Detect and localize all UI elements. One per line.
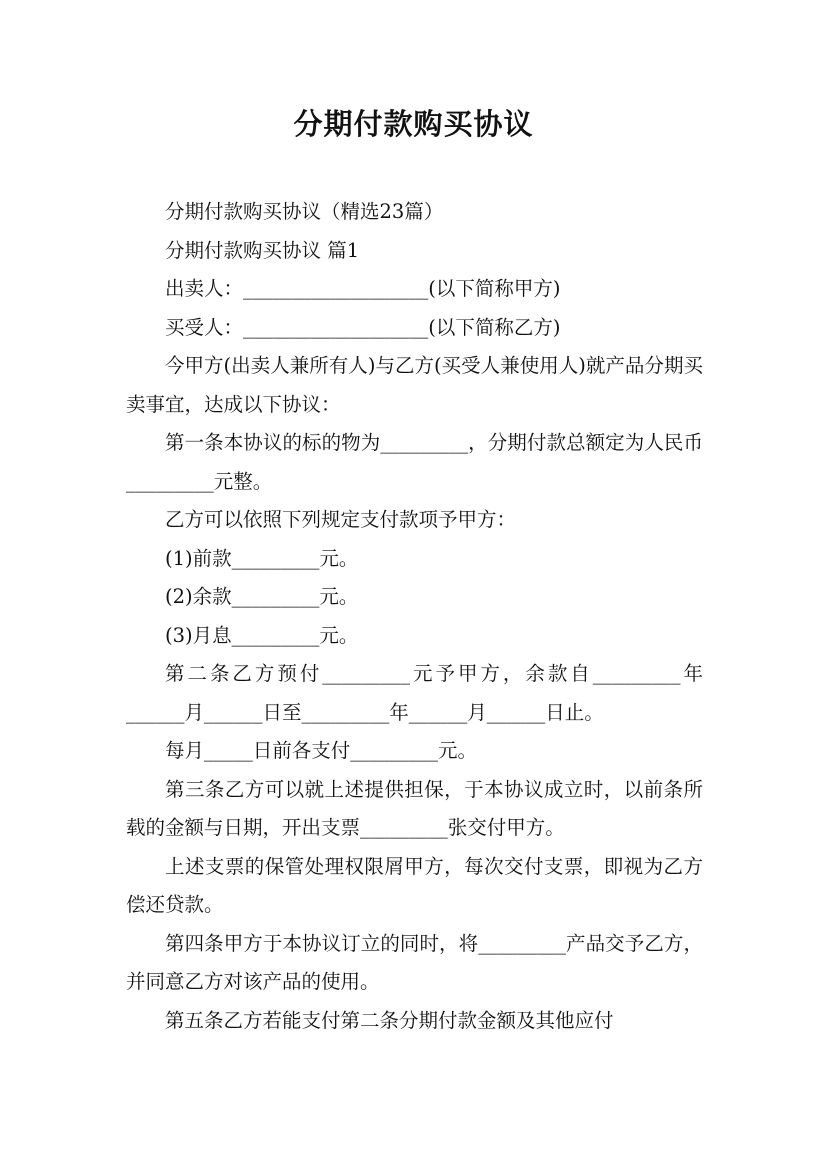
paragraph-payment-intro: 乙方可以依照下列规定支付款项予甲方： [165, 508, 517, 531]
paragraph-buyer: 买受人：___________________(以下简称乙方) [165, 315, 561, 339]
paragraph-payment-item-3: (3)月息_________元。 [165, 623, 359, 647]
document-body [126, 193, 703, 1040]
paragraph-cheque-custody: 上述支票的保管处理权限屑甲方，每次交付支票，即视为乙方偿还贷款。 [126, 854, 703, 916]
paragraph-article-5: 第五条乙方若能支付第二条分期付款金额及其他应付 [165, 1008, 614, 1032]
paragraph-seller: 出卖人：___________________(以下简称甲方) [165, 277, 561, 300]
paragraph-monthly: 每月_____日前各支付_________元。 [165, 739, 478, 762]
paragraph-article-3: 第三条乙方可以就上述提供担保，于本协议成立时，以前条所载的金额与日期，开出支票_________张交付甲方。 [126, 777, 703, 839]
document-title: 分期付款购买协议 [293, 107, 534, 141]
paragraph-payment-item-2: (2)余款_________元。 [165, 585, 359, 608]
paragraph-article-2: 第二条乙方预付_________元予甲方，余款自_________年______月______日至_________年______月______日止。 [126, 662, 703, 724]
paragraph-article-1: 第一条本协议的标的物为_________，分期付款总额定为人民币_________元整。 [126, 431, 703, 493]
paragraph-article-4: 第四条甲方于本协议订立的同时，将_________产品交予乙方，并同意乙方对该产品的使用。 [126, 931, 703, 993]
paragraph-preamble: 今甲方(出卖人兼所有人)与乙方(买受人兼使用人)就产品分期买卖事宜，达成以下协议： [126, 354, 703, 416]
paragraph-payment-item-1: (1)前款_________元。 [165, 546, 359, 570]
paragraph-section-heading: 分期付款购买协议 篇1 [165, 238, 360, 262]
paragraph-subtitle: 分期付款购买协议（精选23篇） [165, 200, 444, 223]
